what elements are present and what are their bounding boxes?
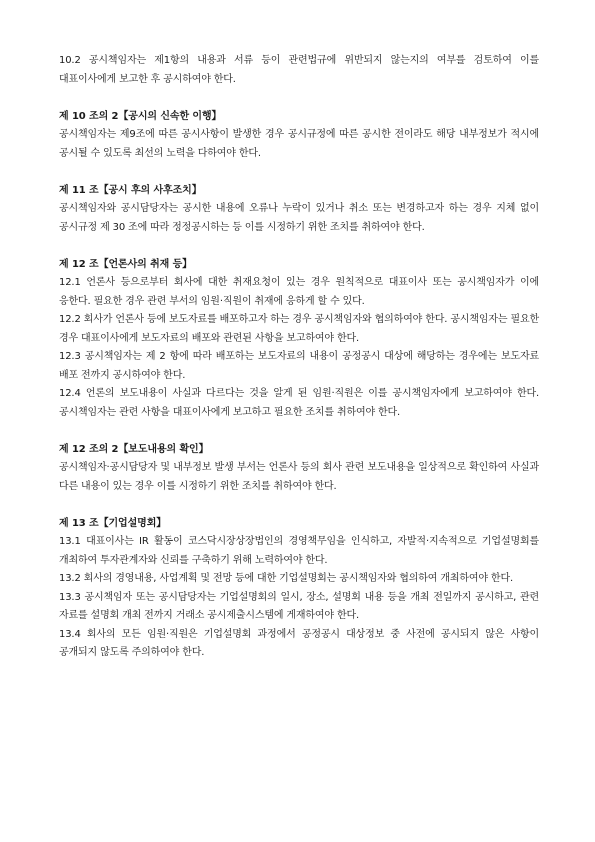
intro-block (59, 52, 539, 89)
section-title: 제 12 조【언론사의 취재 등】 (59, 258, 193, 270)
section-13 (59, 515, 539, 663)
paragraph-13-1: 13.1 대표이사는 IR 활동이 코스닥시장상장법인의 경영책무임을 인식하고, 자발적·지속적으로 기업설명회를 개최하여 투자관계자와 신뢰를 구축하기 위해 노력하여야 한다. (59, 536, 539, 566)
section-title: 제 11 조【공시 후의 사후조치】 (59, 184, 202, 196)
paragraph-12-1: 12.1 언론사 등으로부터 회사에 대한 취재요청이 있는 경우 원칙적으로 대표이사 또는 공시책임자가 이에 응한다. 필요한 경우 관련 부서의 임원·직원이 취재에 응하게 할 수 있다. (59, 277, 539, 307)
paragraph-12-3: 12.3 공시책임자는 제 2 항에 따라 배포하는 보도자료의 내용이 공정공시 대상에 해당하는 경우에는 보도자료 배포 전까지 공시하여야 한다. (59, 351, 539, 381)
paragraph-10-2: 10.2 공시책임자는 제1항의 내용과 서류 등이 관련법규에 위반되지 않는지의 여부를 검토하여 이를 대표이사에게 보고한 후 공시하여야 한다. (59, 55, 539, 85)
paragraph-13-3: 13.3 공시책임자 또는 공시담당자는 기업설명회의 일시, 장소, 설명회 내용 등을 개최 전일까지 공시하고, 관련 자료를 설명회 개최 전까지 거래소 공시제출시스템에 게재하여야 한다. (59, 591, 539, 621)
document-page (59, 52, 539, 663)
paragraph-12-2: 12.2 회사가 언론사 등에 보도자료를 배포하고자 하는 경우 공시책임자와 협의하여야 한다. 공시책임자는 필요한 경우 대표이사에게 보도자료의 배포와 관련된 사항을 보고하여야 한다. (59, 314, 539, 344)
section-12 (59, 256, 539, 423)
section-10-2 (59, 108, 539, 164)
paragraph-13-4: 13.4 회사의 모든 임원·직원은 기업설명회 과정에서 공정공시 대상정보 중 사전에 공시되지 않은 사항이 공개되지 않도록 주의하여야 한다. (59, 628, 539, 658)
section-paragraph: 공시책임자는 제9조에 따른 공시사항이 발생한 경우 공시규정에 따른 공시한 전이라도 해당 내부정보가 적시에 공시될 수 있도록 최선의 노력을 다하여야 한다. (59, 129, 539, 159)
paragraph-13-2: 13.2 회사의 경영내용, 사업계획 및 전망 등에 대한 기업설명회는 공시책임자와 협의하여 개최하여야 한다. (59, 573, 513, 584)
section-title: 제 12 조의 2【보도내용의 확인】 (59, 443, 209, 455)
paragraph-12-4: 12.4 언론의 보도내용이 사실과 다르다는 것을 알게 된 임원·직원은 이를 공시책임자에게 보고하여야 한다. 공시책임자는 관련 사항을 대표이사에게 보고하고 필요한 조치를 취하여야 한다. (59, 388, 539, 418)
section-12-2 (59, 441, 539, 497)
section-paragraph: 공시책임자와 공시담당자는 공시한 내용에 오류나 누락이 있거나 취소 또는 변경하고자 하는 경우 지체 없이 공시규정 제 30 조에 따라 정정공시하는 등 이를 시정하기 위한 조치를 취하여야 한다. (59, 203, 539, 233)
section-paragraph: 공시책임자·공시담당자 및 내부정보 발생 부서는 언론사 등의 회사 관련 보도내용을 일상적으로 확인하여 사실과 다른 내용이 있는 경우 이를 시정하기 위한 조치를 취하여야 한다. (59, 462, 539, 492)
section-title: 제 10 조의 2【공시의 신속한 이행】 (59, 110, 222, 122)
section-11 (59, 182, 539, 238)
section-title: 제 13 조【기업설명회】 (59, 517, 167, 529)
